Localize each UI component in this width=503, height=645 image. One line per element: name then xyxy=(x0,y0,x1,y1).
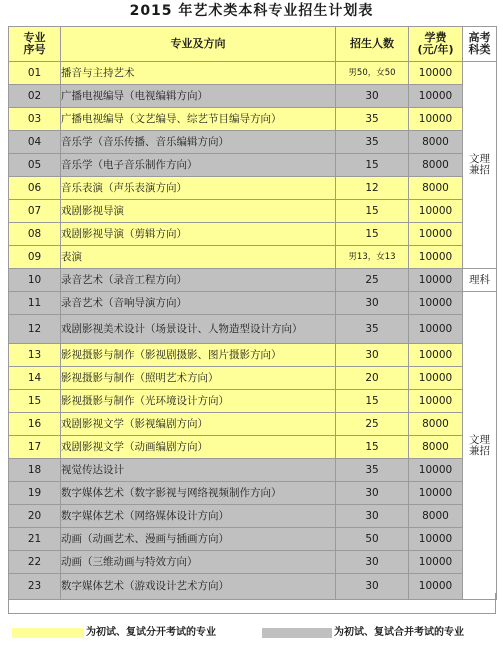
row-count: 30 xyxy=(336,344,409,367)
row-fee: 10000 xyxy=(409,269,463,292)
row-count: 25 xyxy=(336,413,409,436)
row-major: 录音艺术（音响导演方向） xyxy=(61,292,336,315)
legend xyxy=(0,624,503,640)
row-major: 戏剧影视文学（影视编剧方向） xyxy=(61,413,336,436)
row-major: 广播电视编导（电视编辑方向） xyxy=(61,85,336,108)
row-fee: 10000 xyxy=(409,367,463,390)
row-code: 20 xyxy=(9,505,61,528)
enrollment-plan-table xyxy=(8,26,497,600)
header-code: 专业 序号 xyxy=(9,27,61,62)
row-fee: 10000 xyxy=(409,85,463,108)
row-code: 12 xyxy=(9,315,61,344)
table-row xyxy=(9,223,497,246)
row-code: 17 xyxy=(9,436,61,459)
row-code: 19 xyxy=(9,482,61,505)
row-count: 15 xyxy=(336,200,409,223)
row-major: 戏剧影视导演 xyxy=(61,200,336,223)
subject-group-2: 理科 xyxy=(463,269,497,292)
row-fee: 10000 xyxy=(409,459,463,482)
table-row xyxy=(9,154,497,177)
table-row xyxy=(9,505,497,528)
row-major: 数字媒体艺术（数字影视与网络视频制作方向） xyxy=(61,482,336,505)
row-major: 影视摄影与制作（光环境设计方向） xyxy=(61,390,336,413)
table-row xyxy=(9,482,497,505)
row-count: 35 xyxy=(336,315,409,344)
table-row xyxy=(9,528,497,551)
row-fee: 10000 xyxy=(409,223,463,246)
row-code: 01 xyxy=(9,62,61,85)
row-code: 05 xyxy=(9,154,61,177)
row-code: 23 xyxy=(9,574,61,600)
header-subject: 高考 科类 xyxy=(463,27,497,62)
row-major: 戏剧影视文学（动画编剧方向） xyxy=(61,436,336,459)
row-major: 表演 xyxy=(61,246,336,269)
row-fee: 8000 xyxy=(409,131,463,154)
row-count: 男50，女50 xyxy=(336,62,409,85)
row-fee: 10000 xyxy=(409,292,463,315)
header-major: 专业及方向 xyxy=(61,27,336,62)
row-fee: 8000 xyxy=(409,177,463,200)
row-count: 15 xyxy=(336,390,409,413)
table-row xyxy=(9,177,497,200)
row-fee: 10000 xyxy=(409,200,463,223)
subject-group-3: 文理 兼招 xyxy=(463,292,497,600)
row-code: 06 xyxy=(9,177,61,200)
row-major: 戏剧影视导演（剪辑方向） xyxy=(61,223,336,246)
table-header-row xyxy=(9,27,497,62)
row-code: 08 xyxy=(9,223,61,246)
row-fee: 10000 xyxy=(409,315,463,344)
row-major: 录音艺术（录音工程方向） xyxy=(61,269,336,292)
row-fee: 10000 xyxy=(409,574,463,600)
row-major: 动画（动画艺术、漫画与插画方向） xyxy=(61,528,336,551)
row-major: 戏剧影视美术设计（场景设计、人物造型设计方向） xyxy=(61,315,336,344)
row-fee: 8000 xyxy=(409,505,463,528)
row-code: 15 xyxy=(9,390,61,413)
row-count: 50 xyxy=(336,528,409,551)
row-count: 25 xyxy=(336,269,409,292)
row-code: 04 xyxy=(9,131,61,154)
row-code: 21 xyxy=(9,528,61,551)
table-row xyxy=(9,246,497,269)
row-fee: 10000 xyxy=(409,551,463,574)
row-count: 12 xyxy=(336,177,409,200)
table-row xyxy=(9,344,497,367)
table-row xyxy=(9,292,497,315)
row-major: 音乐表演（声乐表演方向） xyxy=(61,177,336,200)
row-code: 02 xyxy=(9,85,61,108)
legend-gray-label: 为初试、复试合并考试的专业 xyxy=(334,627,464,638)
row-fee: 10000 xyxy=(409,62,463,85)
row-major: 音乐学（音乐传播、音乐编辑方向） xyxy=(61,131,336,154)
table-row xyxy=(9,367,497,390)
row-count: 30 xyxy=(336,292,409,315)
row-count: 男13，女13 xyxy=(336,246,409,269)
row-fee: 10000 xyxy=(409,528,463,551)
row-code: 11 xyxy=(9,292,61,315)
table-row xyxy=(9,85,497,108)
row-fee: 8000 xyxy=(409,154,463,177)
row-code: 07 xyxy=(9,200,61,223)
row-major: 影视摄影与制作（照明艺术方向） xyxy=(61,367,336,390)
row-count: 30 xyxy=(336,551,409,574)
row-fee: 10000 xyxy=(409,246,463,269)
legend-yellow-label: 为初试、复试分开考试的专业 xyxy=(86,627,216,638)
row-count: 15 xyxy=(336,223,409,246)
row-count: 30 xyxy=(336,505,409,528)
legend-swatch-gray xyxy=(262,628,332,638)
row-count: 30 xyxy=(336,482,409,505)
row-code: 14 xyxy=(9,367,61,390)
row-count: 35 xyxy=(336,131,409,154)
subject-group-1: 文理 兼招 xyxy=(463,62,497,269)
table-row xyxy=(9,436,497,459)
row-major: 数字媒体艺术（网络媒体设计方向） xyxy=(61,505,336,528)
row-code: 22 xyxy=(9,551,61,574)
row-major: 播音与主持艺术 xyxy=(61,62,336,85)
table-row xyxy=(9,131,497,154)
row-fee: 8000 xyxy=(409,413,463,436)
row-count: 15 xyxy=(336,436,409,459)
row-count: 15 xyxy=(336,154,409,177)
row-count: 30 xyxy=(336,85,409,108)
row-code: 13 xyxy=(9,344,61,367)
table-row xyxy=(9,108,497,131)
row-fee: 10000 xyxy=(409,344,463,367)
legend-swatch-yellow xyxy=(12,628,84,638)
row-fee: 10000 xyxy=(409,108,463,131)
row-count: 20 xyxy=(336,367,409,390)
row-fee: 10000 xyxy=(409,390,463,413)
page-title: 2015 年艺术类本科专业招生计划表 xyxy=(129,3,374,19)
table-row xyxy=(9,200,497,223)
table-row xyxy=(9,459,497,482)
row-code: 16 xyxy=(9,413,61,436)
table-row xyxy=(9,315,497,344)
header-count: 招生人数 xyxy=(336,27,409,62)
row-code: 03 xyxy=(9,108,61,131)
row-major: 视觉传达设计 xyxy=(61,459,336,482)
row-fee: 8000 xyxy=(409,436,463,459)
row-code: 09 xyxy=(9,246,61,269)
table-row xyxy=(9,269,497,292)
row-major: 影视摄影与制作（影视剧摄影、图片摄影方向） xyxy=(61,344,336,367)
row-count: 30 xyxy=(336,574,409,600)
row-count: 35 xyxy=(336,108,409,131)
table-row xyxy=(9,551,497,574)
row-major: 数字媒体艺术（游戏设计艺术方向） xyxy=(61,574,336,600)
header-fee: 学费 (元/年) xyxy=(409,27,463,62)
table-row xyxy=(9,62,497,85)
row-major: 动画（三维动画与特效方向） xyxy=(61,551,336,574)
row-fee: 10000 xyxy=(409,482,463,505)
row-count: 35 xyxy=(336,459,409,482)
row-code: 10 xyxy=(9,269,61,292)
table-footer-space xyxy=(8,593,496,614)
table-row xyxy=(9,390,497,413)
row-major: 音乐学（电子音乐制作方向） xyxy=(61,154,336,177)
table-row xyxy=(9,413,497,436)
row-code: 18 xyxy=(9,459,61,482)
row-major: 广播电视编导（文艺编导、综艺节目编导方向） xyxy=(61,108,336,131)
